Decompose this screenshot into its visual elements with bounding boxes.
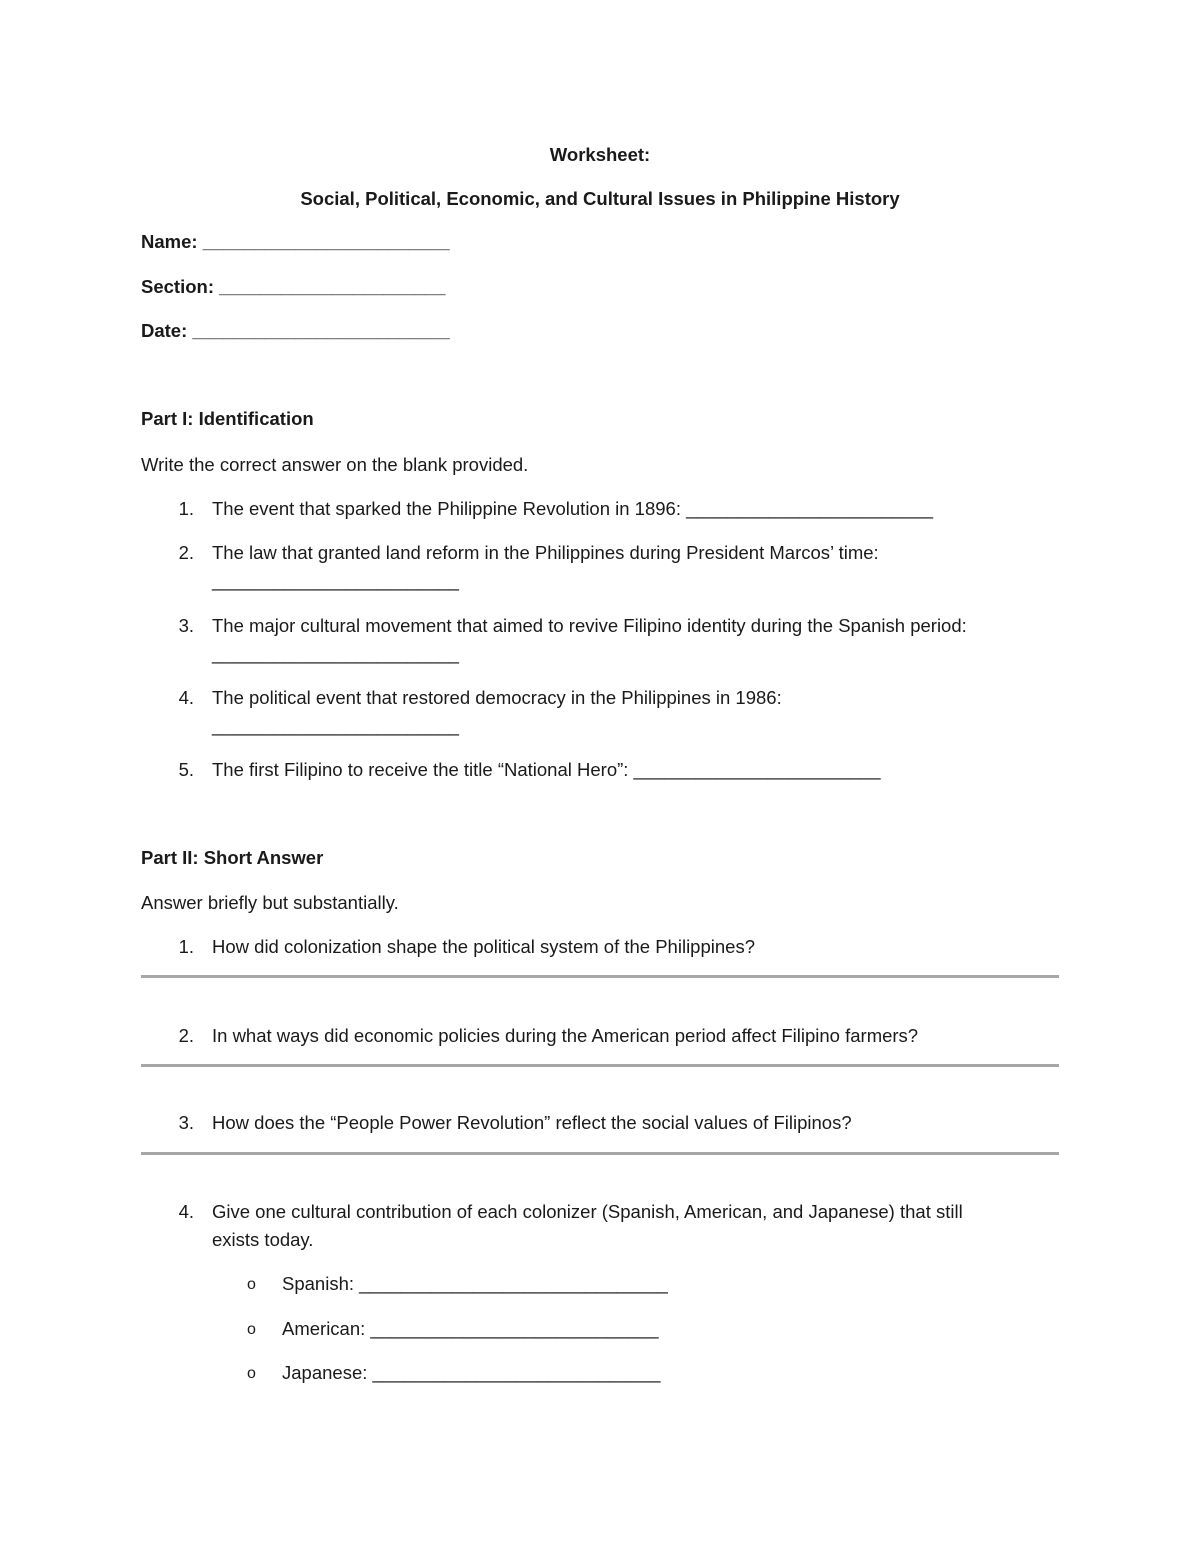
question-text: How does the “People Power Revolution” reflect the social values of Filipinos?	[212, 1112, 852, 1133]
question-text: In what ways did economic policies during the American period affect Filipino farmers?	[212, 1025, 919, 1046]
part1-heading: Part I: Identification	[141, 408, 314, 429]
section-label: Section:	[141, 276, 214, 297]
question-text: How did colonization shape the political system of the Philippines?	[212, 936, 755, 957]
question-number: 2.	[178, 1025, 194, 1046]
answer-blank[interactable]: ________________________	[212, 715, 459, 736]
question-number: 3.	[178, 1112, 194, 1133]
circle-bullet-icon: o	[247, 1276, 256, 1293]
part2-heading: Part II: Short Answer	[141, 847, 324, 868]
date-field[interactable]	[141, 320, 450, 342]
name-blank: ________________________	[202, 231, 450, 252]
circle-bullet-icon: o	[247, 1365, 256, 1382]
answer-line[interactable]	[141, 1152, 1059, 1155]
name-field[interactable]	[141, 231, 450, 253]
worksheet-subtitle: Social, Political, Economic, and Cultural Issues in Philippine History	[300, 188, 900, 209]
item-number: 5.	[178, 759, 194, 780]
item-text: The political event that restored democracy in the Philippines in 1986:	[212, 687, 782, 708]
date-blank: _________________________	[192, 320, 450, 341]
question-number: 4.	[178, 1201, 194, 1222]
item-number: 2.	[178, 542, 194, 563]
answer-blank[interactable]: ________________________	[212, 570, 459, 591]
answer-blank[interactable]: ________________________	[212, 643, 459, 664]
question-text-continued: exists today.	[212, 1229, 314, 1250]
item-number: 3.	[178, 615, 194, 636]
answer-line[interactable]	[141, 1064, 1059, 1067]
section-blank: ______________________	[219, 276, 446, 297]
question-text: Give one cultural contribution of each colonizer (Spanish, American, and Japanese) that still	[212, 1201, 963, 1222]
section-field[interactable]	[141, 276, 445, 298]
sub-item-text[interactable]: Japanese: ____________________________	[282, 1362, 661, 1383]
item-text[interactable]: The first Filipino to receive the title “National Hero”: ________________________	[212, 759, 881, 780]
answer-line[interactable]	[141, 975, 1059, 978]
circle-bullet-icon: o	[247, 1321, 256, 1338]
question-number: 1.	[178, 936, 194, 957]
sub-item-text[interactable]: Spanish: ______________________________	[282, 1273, 668, 1294]
worksheet-title: Worksheet:	[549, 144, 651, 165]
date-label: Date:	[141, 320, 188, 341]
part1-instruction: Write the correct answer on the blank provided.	[141, 454, 529, 475]
part2-instruction: Answer briefly but substantially.	[141, 892, 399, 913]
sub-item-text[interactable]: American: ____________________________	[282, 1318, 659, 1339]
item-number: 1.	[178, 498, 194, 519]
item-text[interactable]: The event that sparked the Philippine Revolution in 1896: ________________________	[212, 498, 934, 519]
name-label: Name:	[141, 231, 198, 252]
item-number: 4.	[178, 687, 194, 708]
item-text: The major cultural movement that aimed to revive Filipino identity during the Spanish period:	[212, 615, 967, 636]
item-text: The law that granted land reform in the Philippines during President Marcos’ time:	[212, 542, 879, 563]
